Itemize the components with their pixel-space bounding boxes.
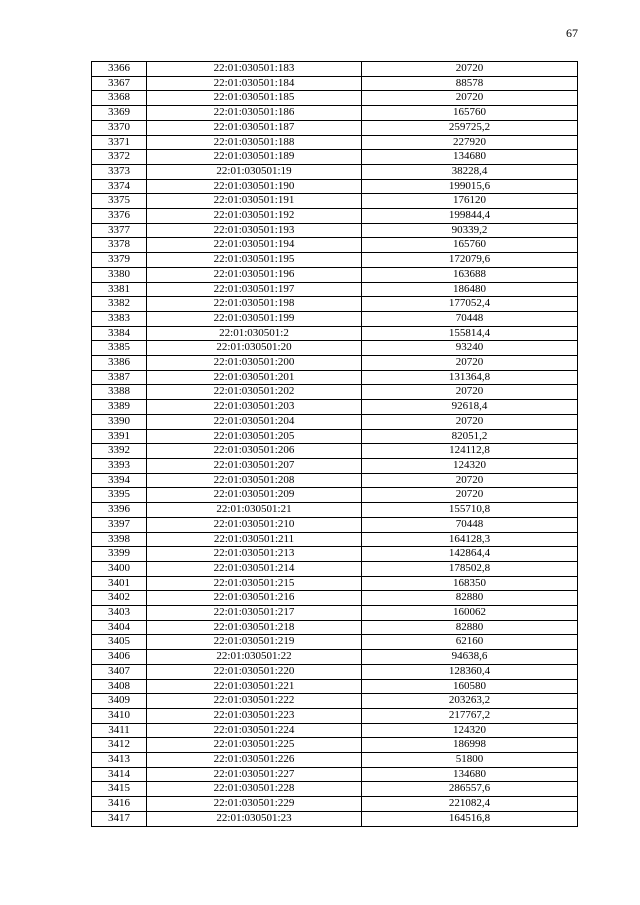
value-cell: 92618,4 <box>362 400 578 415</box>
value-cell: 178502,8 <box>362 561 578 576</box>
cadastral-number-cell: 22:01:030501:22 <box>147 650 362 665</box>
value-cell: 90339,2 <box>362 223 578 238</box>
table-row <box>92 400 578 415</box>
value-cell: 38228,4 <box>362 164 578 179</box>
table-row <box>92 576 578 591</box>
value-cell: 20720 <box>362 91 578 106</box>
cadastral-number-cell: 22:01:030501:218 <box>147 620 362 635</box>
cadastral-number-cell: 22:01:030501:228 <box>147 782 362 797</box>
value-cell: 51800 <box>362 753 578 768</box>
row-number-cell: 3391 <box>92 429 147 444</box>
table-row <box>92 444 578 459</box>
cadastral-number-cell: 22:01:030501:219 <box>147 635 362 650</box>
value-cell: 131364,8 <box>362 370 578 385</box>
row-number-cell: 3417 <box>92 811 147 826</box>
page-number: 67 <box>566 26 578 40</box>
value-cell: 186998 <box>362 738 578 753</box>
table-row <box>92 253 578 268</box>
value-cell: 128360,4 <box>362 664 578 679</box>
cadastral-number-cell: 22:01:030501:19 <box>147 164 362 179</box>
cadastral-number-cell: 22:01:030501:197 <box>147 282 362 297</box>
value-cell: 259725,2 <box>362 120 578 135</box>
cadastral-number-cell: 22:01:030501:208 <box>147 473 362 488</box>
row-number-cell: 3384 <box>92 326 147 341</box>
table-row <box>92 591 578 606</box>
cadastral-number-cell: 22:01:030501:201 <box>147 370 362 385</box>
cadastral-number-cell: 22:01:030501:226 <box>147 753 362 768</box>
table-row <box>92 458 578 473</box>
value-cell: 155814,4 <box>362 326 578 341</box>
value-cell: 199844,4 <box>362 209 578 224</box>
cadastral-number-cell: 22:01:030501:215 <box>147 576 362 591</box>
table-row <box>92 238 578 253</box>
value-cell: 20720 <box>362 414 578 429</box>
row-number-cell: 3376 <box>92 209 147 224</box>
row-number-cell: 3401 <box>92 576 147 591</box>
row-number-cell: 3375 <box>92 194 147 209</box>
table-row <box>92 811 578 826</box>
row-number-cell: 3390 <box>92 414 147 429</box>
value-cell: 177052,4 <box>362 297 578 312</box>
table-row <box>92 753 578 768</box>
value-cell: 286557,6 <box>362 782 578 797</box>
table-row <box>92 150 578 165</box>
cadastral-number-cell: 22:01:030501:183 <box>147 62 362 77</box>
cadastral-number-cell: 22:01:030501:210 <box>147 517 362 532</box>
value-cell: 163688 <box>362 267 578 282</box>
row-number-cell: 3406 <box>92 650 147 665</box>
table-row <box>92 797 578 812</box>
row-number-cell: 3381 <box>92 282 147 297</box>
cadastral-number-cell: 22:01:030501:198 <box>147 297 362 312</box>
row-number-cell: 3415 <box>92 782 147 797</box>
table-row <box>92 341 578 356</box>
table-row <box>92 223 578 238</box>
cadastral-number-cell: 22:01:030501:220 <box>147 664 362 679</box>
table-row <box>92 723 578 738</box>
cadastral-number-cell: 22:01:030501:225 <box>147 738 362 753</box>
cadastral-number-cell: 22:01:030501:23 <box>147 811 362 826</box>
cadastral-number-cell: 22:01:030501:195 <box>147 253 362 268</box>
row-number-cell: 3413 <box>92 753 147 768</box>
table-row <box>92 282 578 297</box>
value-cell: 82880 <box>362 591 578 606</box>
cadastral-number-cell: 22:01:030501:200 <box>147 356 362 371</box>
value-cell: 20720 <box>362 473 578 488</box>
row-number-cell: 3400 <box>92 561 147 576</box>
row-number-cell: 3411 <box>92 723 147 738</box>
cadastral-number-cell: 22:01:030501:205 <box>147 429 362 444</box>
row-number-cell: 3368 <box>92 91 147 106</box>
table-row <box>92 561 578 576</box>
row-number-cell: 3372 <box>92 150 147 165</box>
row-number-cell: 3389 <box>92 400 147 415</box>
value-cell: 199015,6 <box>362 179 578 194</box>
cadastral-number-cell: 22:01:030501:221 <box>147 679 362 694</box>
table-row <box>92 606 578 621</box>
table-row <box>92 708 578 723</box>
data-table <box>91 61 578 827</box>
cadastral-number-cell: 22:01:030501:196 <box>147 267 362 282</box>
table-row <box>92 194 578 209</box>
table-row <box>92 209 578 224</box>
table-row <box>92 429 578 444</box>
value-cell: 164516,8 <box>362 811 578 826</box>
row-number-cell: 3379 <box>92 253 147 268</box>
row-number-cell: 3396 <box>92 503 147 518</box>
cadastral-number-cell: 22:01:030501:194 <box>147 238 362 253</box>
value-cell: 20720 <box>362 356 578 371</box>
value-cell: 70448 <box>362 311 578 326</box>
row-number-cell: 3370 <box>92 120 147 135</box>
value-cell: 227920 <box>362 135 578 150</box>
value-cell: 142864,4 <box>362 547 578 562</box>
cadastral-number-cell: 22:01:030501:202 <box>147 385 362 400</box>
row-number-cell: 3397 <box>92 517 147 532</box>
table-row <box>92 135 578 150</box>
value-cell: 94638,6 <box>362 650 578 665</box>
row-number-cell: 3386 <box>92 356 147 371</box>
cadastral-number-cell: 22:01:030501:189 <box>147 150 362 165</box>
row-number-cell: 3395 <box>92 488 147 503</box>
table-row <box>92 782 578 797</box>
cadastral-number-cell: 22:01:030501:229 <box>147 797 362 812</box>
cadastral-number-cell: 22:01:030501:211 <box>147 532 362 547</box>
cadastral-number-cell: 22:01:030501:184 <box>147 76 362 91</box>
cadastral-number-cell: 22:01:030501:193 <box>147 223 362 238</box>
cadastral-number-cell: 22:01:030501:185 <box>147 91 362 106</box>
table-row <box>92 650 578 665</box>
value-cell: 134680 <box>362 767 578 782</box>
row-number-cell: 3367 <box>92 76 147 91</box>
cadastral-number-cell: 22:01:030501:188 <box>147 135 362 150</box>
row-number-cell: 3398 <box>92 532 147 547</box>
table-row <box>92 517 578 532</box>
row-number-cell: 3383 <box>92 311 147 326</box>
row-number-cell: 3412 <box>92 738 147 753</box>
table-row <box>92 767 578 782</box>
cadastral-number-cell: 22:01:030501:191 <box>147 194 362 209</box>
value-cell: 88578 <box>362 76 578 91</box>
cadastral-number-cell: 22:01:030501:20 <box>147 341 362 356</box>
row-number-cell: 3387 <box>92 370 147 385</box>
table-row <box>92 738 578 753</box>
row-number-cell: 3378 <box>92 238 147 253</box>
table-row <box>92 620 578 635</box>
row-number-cell: 3409 <box>92 694 147 709</box>
value-cell: 176120 <box>362 194 578 209</box>
cadastral-number-cell: 22:01:030501:203 <box>147 400 362 415</box>
row-number-cell: 3407 <box>92 664 147 679</box>
row-number-cell: 3403 <box>92 606 147 621</box>
table-row <box>92 488 578 503</box>
row-number-cell: 3416 <box>92 797 147 812</box>
table-body <box>92 62 578 827</box>
table-row <box>92 164 578 179</box>
cadastral-number-cell: 22:01:030501:224 <box>147 723 362 738</box>
value-cell: 124112,8 <box>362 444 578 459</box>
table-row <box>92 106 578 121</box>
cadastral-number-cell: 22:01:030501:206 <box>147 444 362 459</box>
row-number-cell: 3394 <box>92 473 147 488</box>
value-cell: 168350 <box>362 576 578 591</box>
value-cell: 134680 <box>362 150 578 165</box>
row-number-cell: 3385 <box>92 341 147 356</box>
table-row <box>92 547 578 562</box>
row-number-cell: 3393 <box>92 458 147 473</box>
cadastral-number-cell: 22:01:030501:21 <box>147 503 362 518</box>
row-number-cell: 3373 <box>92 164 147 179</box>
cadastral-number-cell: 22:01:030501:216 <box>147 591 362 606</box>
value-cell: 165760 <box>362 238 578 253</box>
table-row <box>92 532 578 547</box>
value-cell: 62160 <box>362 635 578 650</box>
row-number-cell: 3405 <box>92 635 147 650</box>
cadastral-number-cell: 22:01:030501:217 <box>147 606 362 621</box>
value-cell: 203263,2 <box>362 694 578 709</box>
row-number-cell: 3414 <box>92 767 147 782</box>
value-cell: 164128,3 <box>362 532 578 547</box>
row-number-cell: 3408 <box>92 679 147 694</box>
value-cell: 124320 <box>362 723 578 738</box>
table-row <box>92 267 578 282</box>
cadastral-number-cell: 22:01:030501:209 <box>147 488 362 503</box>
table-row <box>92 326 578 341</box>
row-number-cell: 3369 <box>92 106 147 121</box>
value-cell: 221082,4 <box>362 797 578 812</box>
table-row <box>92 694 578 709</box>
value-cell: 165760 <box>362 106 578 121</box>
value-cell: 20720 <box>362 488 578 503</box>
cadastral-number-cell: 22:01:030501:213 <box>147 547 362 562</box>
row-number-cell: 3371 <box>92 135 147 150</box>
cadastral-number-cell: 22:01:030501:199 <box>147 311 362 326</box>
cadastral-number-cell: 22:01:030501:186 <box>147 106 362 121</box>
value-cell: 82051,2 <box>362 429 578 444</box>
value-cell: 70448 <box>362 517 578 532</box>
value-cell: 172079,6 <box>362 253 578 268</box>
table-row <box>92 62 578 77</box>
value-cell: 93240 <box>362 341 578 356</box>
row-number-cell: 3366 <box>92 62 147 77</box>
table-row <box>92 311 578 326</box>
cadastral-number-cell: 22:01:030501:227 <box>147 767 362 782</box>
row-number-cell: 3410 <box>92 708 147 723</box>
cadastral-number-cell: 22:01:030501:204 <box>147 414 362 429</box>
row-number-cell: 3392 <box>92 444 147 459</box>
table-row <box>92 179 578 194</box>
value-cell: 82880 <box>362 620 578 635</box>
cadastral-number-cell: 22:01:030501:190 <box>147 179 362 194</box>
table-row <box>92 679 578 694</box>
table-row <box>92 385 578 400</box>
table-row <box>92 356 578 371</box>
row-number-cell: 3380 <box>92 267 147 282</box>
cadastral-number-cell: 22:01:030501:214 <box>147 561 362 576</box>
table-row <box>92 635 578 650</box>
cadastral-number-cell: 22:01:030501:207 <box>147 458 362 473</box>
value-cell: 160580 <box>362 679 578 694</box>
table-row <box>92 76 578 91</box>
table-row <box>92 473 578 488</box>
value-cell: 160062 <box>362 606 578 621</box>
cadastral-number-cell: 22:01:030501:2 <box>147 326 362 341</box>
row-number-cell: 3377 <box>92 223 147 238</box>
cadastral-number-cell: 22:01:030501:222 <box>147 694 362 709</box>
table-row <box>92 503 578 518</box>
cadastral-number-cell: 22:01:030501:187 <box>147 120 362 135</box>
value-cell: 20720 <box>362 385 578 400</box>
table-row <box>92 664 578 679</box>
table-row <box>92 370 578 385</box>
table-row <box>92 120 578 135</box>
value-cell: 186480 <box>362 282 578 297</box>
row-number-cell: 3404 <box>92 620 147 635</box>
row-number-cell: 3374 <box>92 179 147 194</box>
cadastral-number-cell: 22:01:030501:223 <box>147 708 362 723</box>
table-row <box>92 297 578 312</box>
row-number-cell: 3388 <box>92 385 147 400</box>
row-number-cell: 3399 <box>92 547 147 562</box>
value-cell: 20720 <box>362 62 578 77</box>
row-number-cell: 3402 <box>92 591 147 606</box>
row-number-cell: 3382 <box>92 297 147 312</box>
value-cell: 217767,2 <box>362 708 578 723</box>
cadastral-number-cell: 22:01:030501:192 <box>147 209 362 224</box>
value-cell: 155710,8 <box>362 503 578 518</box>
table-row <box>92 91 578 106</box>
table-row <box>92 414 578 429</box>
value-cell: 124320 <box>362 458 578 473</box>
